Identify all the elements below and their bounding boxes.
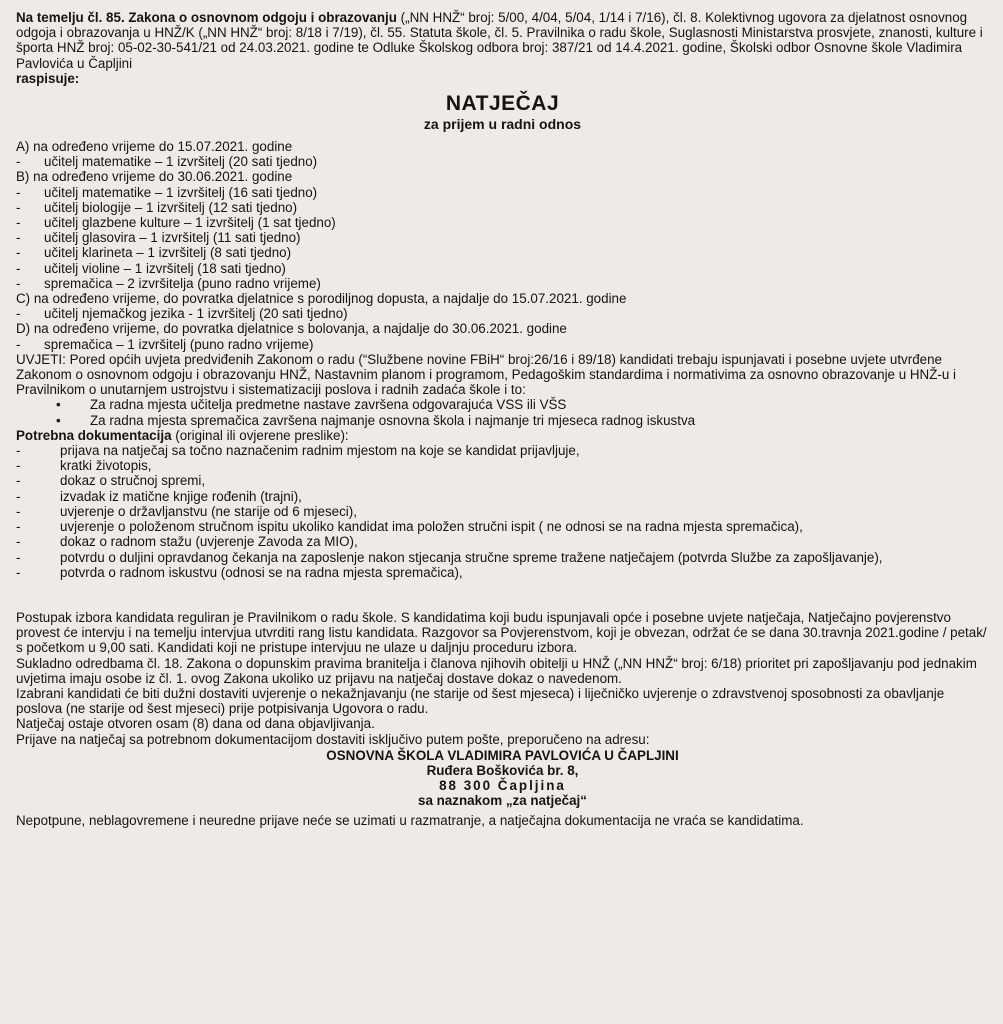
section-c-title: C) na određeno vrijeme, do povratka djelatnice s porodiljnog dopusta, a najdalje do 15.07.2021. godine — [16, 291, 627, 307]
notice-subtitle: za prijem u radni odnos — [423, 116, 582, 133]
selected-candidates-paragraph: Izabrani kandidati će biti dužni dostaviti uvjerenje o nekažnjavanju (ne starije od šest mjeseca) i liječničko uvjerenje o zdravstvenoj sposobnosti za obavljanje poslova (ne starije od šest mjeseci) prije potpisivanja Ugovora o radu. — [16, 685, 945, 717]
submission-paragraph: Prijave na natječaj sa potrebnom dokumentacijom dostaviti isključivo putem pošte, preporučeno na adresu: — [16, 731, 650, 747]
intro-paragraph — [16, 8, 989, 71]
intro-prefix: Na temelju čl. 85. Zakona o osnovnom odgoju i obrazovanju — [16, 10, 397, 25]
section-d-title: D) na određeno vrijeme, do povratka djelatnice s bolovanja, a najdalje do 30.06.2021. godine — [16, 321, 567, 337]
list-item: • Za radna mjesta spremačica završena najmanje osnovna škola i najmanje tri mjeseca radnog iskustva — [56, 412, 696, 428]
list-item: - spremačica – 2 izvršitelja (puno radno vrijeme) — [16, 275, 321, 291]
list-item: - spremačica – 1 izvršitelj (puno radno vrijeme) — [16, 336, 314, 352]
list-item: - potvrda o radnom iskustvu (odnosi se na radna mjesta spremačica), — [16, 564, 463, 580]
list-item: - potvrdu o duljini opravdanog čekanja na zaposlenje nakon stjecanja stručne spreme tražene natječajem (potvrda Službe za zapošljavanje), — [16, 549, 883, 565]
documentation-heading: Potrebna dokumentacija (original ili ovjerene preslike): — [16, 427, 349, 443]
list-item: - učitelj klarineta – 1 izvršitelj (8 sati tjedno) — [16, 245, 292, 261]
list-item: - uvjerenje o položenom stručnom ispitu ukoliko kandidat ima položen stručni ispit ( ne odnosi se na radna mjesta spremačica), — [16, 519, 803, 535]
list-item: - dokaz o stručnoj spremi, — [16, 473, 206, 489]
list-item: - učitelj glazbene kulture – 1 izvršitelj (1 sat tjedno) — [16, 215, 336, 231]
list-item: - učitelj matematike – 1 izvršitelj (16 sati tjedno) — [16, 184, 318, 200]
mailing-address — [16, 748, 989, 809]
notice-heading — [16, 92, 989, 133]
positions-list — [16, 139, 989, 352]
list-item: - učitelj violine – 1 izvršitelj (18 sati tjedno) — [16, 260, 286, 276]
list-item: - prijava na natječaj sa točno naznačenim radnim mjestom na koje se kandidat prijavljuje, — [16, 443, 580, 459]
list-item: - uvjerenje o državljanstvu (ne starije od 6 mjeseci), — [16, 503, 357, 519]
list-item: - kratki životopis, — [16, 458, 152, 474]
list-item: - dokaz o radnom stažu (uvjerenje Zavoda za MIO), — [16, 534, 358, 550]
address-street: Ruđera Boškovića br. 8, — [426, 762, 579, 778]
address-school: OSNOVNA ŠKOLA VLADIMIRA PAVLOVIĆA U ČAPLJINI — [326, 747, 679, 763]
final-note: Nepotpune, neblagovremene i neuredne prijave neće se uzimati u razmatranje, a natječajna dokumentacija ne vraća se kandidatima. — [16, 812, 804, 828]
priority-paragraph: Sukladno odredbama čl. 18. Zakona o dopunskim pravima branitelja i članova njihovih obitelji u HNŽ („NN HNŽ“ broj: 6/18) prioritet pri zapošljavanju pod jednakim uvjetima imaju osobe iz čl. 1. ovog Zakona ukoliko uz prijavu na natječaj dostave dokaz o navedenom. — [16, 655, 977, 686]
raspisuje-label: raspisuje: — [16, 70, 80, 86]
list-item: - učitelj biologije – 1 izvršitelj (12 sati tjedno) — [16, 199, 298, 215]
list-item: - učitelj glasovira – 1 izvršitelj (11 sati tjedno) — [16, 230, 301, 246]
intro-text: („NN HNŽ“ broj: 5/00, 4/04, 5/04, 1/14 i 7/16), čl. 8. Kolektivnog ugovora za djelatnost osnovnog odgoja i obrazovanja u HNŽ/K („NN HNŽ“ broj: 8/18 i 7/19), čl. 55. Statuta škole, čl. 5. Pravilnika o radu škole, Suglasnosti Ministarstva prosvjete, znanosti, kulture i športa HNŽ broj: 05-02-30-541/21 od 24.03.2021. godine te Odluke Školskog odbora broj: 387/21 od 14.4.2021. godine, Školski odbor Osnovne škole Vladimira Pavlovića u Čapljini — [16, 10, 983, 71]
list-item: - izvadak iz matične knjige rođenih (trajni), — [16, 488, 302, 504]
open-period-paragraph: Natječaj ostaje otvoren osam (8) dana od dana objavljivanja. — [16, 716, 375, 732]
address-note: sa naznakom „za natječaj“ — [418, 793, 587, 809]
spacer — [16, 580, 989, 610]
section-b-title: B) na određeno vrijeme do 30.06.2021. godine — [16, 169, 293, 185]
list-item: • Za radna mjesta učitelja predmetne nastave završena odgovarajuća VSS ili VŠS — [56, 397, 567, 413]
list-item: - učitelj matematike – 1 izvršitelj (20 sati tjedno) — [16, 154, 318, 170]
notice-title: NATJEČAJ — [445, 92, 560, 116]
list-item: - učitelj njemačkog jezika - 1 izvršitelj (20 sati tjedno) — [16, 306, 348, 322]
address-city: 88 300 Čapljina — [439, 778, 566, 794]
conditions-paragraph: UVJETI: Pored općih uvjeta predviđenih Zakonom o radu (“Službene novine FBiH“ broj:26/16 i 89/18) kandidati trebaju ispunjavati i posebne uvjete utvrđene Zakonom o osnovnom odgoju i obrazovanju HNŽ, Nastavnim planom i programom, Pedagoškim standardima i normativima za osnovno obrazovanje u HNŽ-u i Pravilnikom o unutarnjem ustrojstvu i sistematizaciji poslova i radnih zadaća škole i to: — [16, 351, 957, 398]
section-a-title: A) na određeno vrijeme do 15.07.2021. godine — [16, 139, 293, 155]
selection-paragraph: Postupak izbora kandidata reguliran je Pravilnikom o radu škole. S kandidatima koji budu ispunjavali opće i posebne uvjete natječaja, Natječajno povjerenstvo provest će intervju i na temelju intervjua utvrditi rang listu kandidata. Razgovor sa Povjerenstvom, koji je obvezan, održat će se dana 30.travnja 2021.godine / petak/ s početkom u 9,00 sati. Kandidati koji ne pristupe intervjuu ne ulaze u daljnju proceduru izbora. — [16, 609, 987, 656]
